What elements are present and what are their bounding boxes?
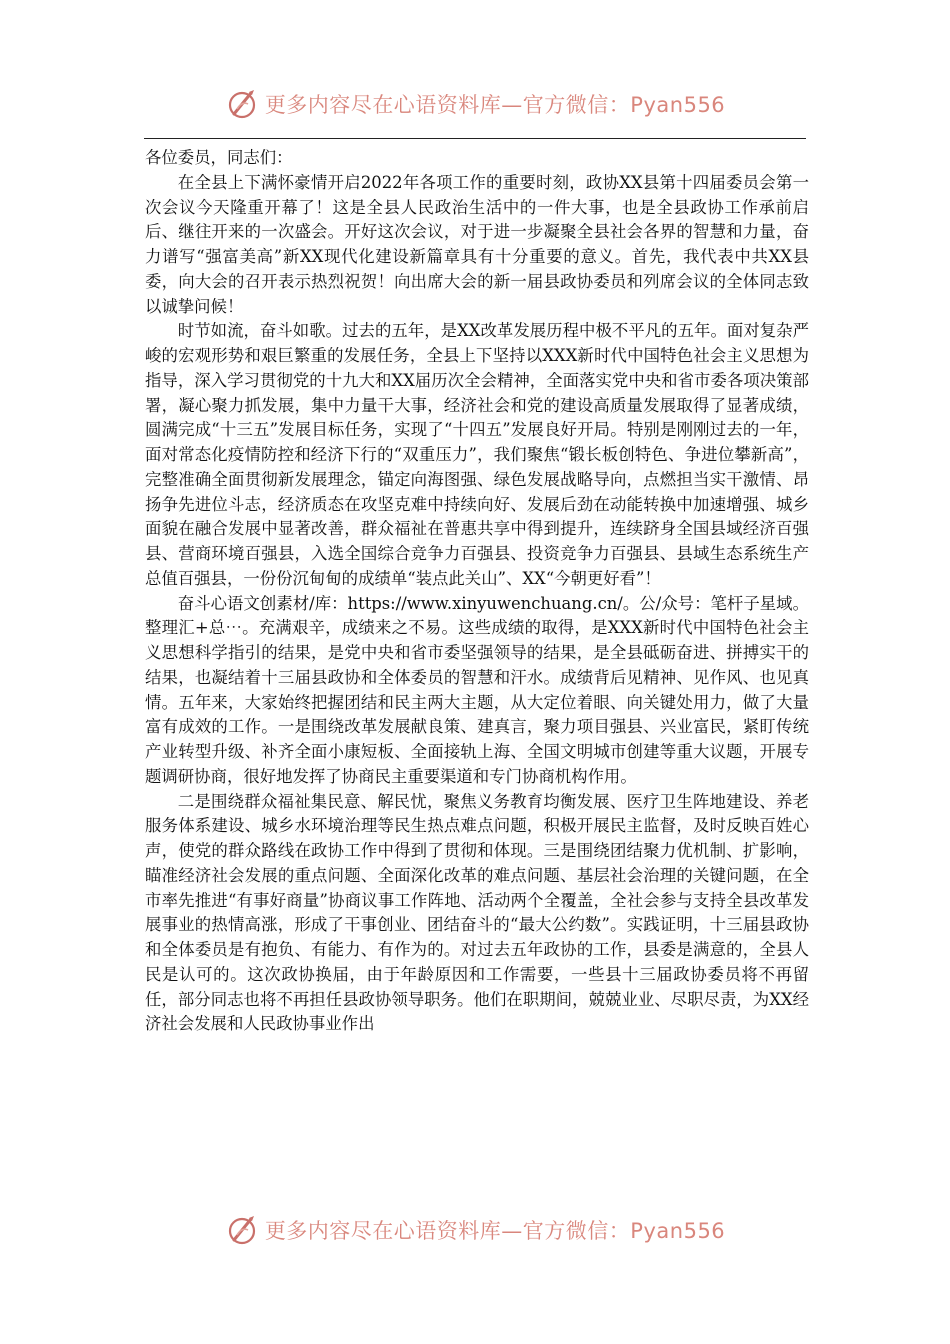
footer-banner — [0, 1210, 950, 1250]
paragraph-3: 奋斗心语文创素材/库：https://www.xinyuwenchuang.cn/。公/众号：笔杆子星域。整理汇+总⋯。充满艰辛，成绩来之不易。这些成绩的取得，是XXX新时代中国特色社会主义思想科学指引的结果，是党中央和省市委坚强领导的结果，是全县砥砺奋进、拼搏实干的结果，也凝结着十三届县政协和全体委员的智慧和汗水。成绩背后见精神、见作风、也见真情。五年来，大家始终把握团结和民主两大主题，从大定位着眼、向关键处用力，做了大量富有成效的工作。一是围绕改革发展献良策、建真言，聚力项目强县、兴业富民，紧盯传统产业转型升级、补齐全面小康短板、全面接轨上海、全国文明城市创建等重大议题，开展专题调研协商，很好地发挥了协商民主重要渠道和专门协商机构作用。 — [145, 593, 809, 786]
greeting: 各位委员，同志们： — [145, 148, 293, 167]
document-body — [145, 146, 809, 1037]
paragraph-4: 二是围绕群众福祉集民意、解民忧，聚焦义务教育均衡发展、医疗卫生阵地建设、养老服务体系建设、城乡水环境治理等民生热点难点问题，积极开展民主监督，及时反映百姓心声，使党的群众路线在政协工作中得到了贯彻和体现。三是围绕团结聚力优机制、扩影响，瞄准经济社会发展的重点问题、全面深化改革的难点问题、基层社会治理的关键问题，在全市率先推进“有事好商量”协商议事工作阵地、活动两个全覆盖，全社会参与支持全县改革发展事业的热情高涨，形成了干事创业、团结奋斗的“最大公约数”。实践证明，十三届县政协和全体委员是有抱负、有能力、有作为的。对过去五年政协的工作，县委是满意的，全县人民是认可的。这次政协换届，由于年龄原因和工作需要，一些县十三届政协委员将不再留任，部分同志也将不再担任县政协领导职务。他们在职期间，兢兢业业、尽职尽责，为XX经济社会发展和人民政协事业作出 — [145, 791, 809, 1034]
header-banner — [0, 84, 950, 124]
footer-banner-text: 更多内容尽在心语资料库—官方微信：Pyan556 — [264, 1219, 726, 1243]
pen-circle-logo-icon — [225, 1213, 259, 1247]
paragraph-1: 在全县上下满怀豪情开启2022年各项工作的重要时刻，政协XX县第十四届委员会第一次会议今天隆重开幕了！这是全县人民政治生活中的一件大事，也是全县政协工作承前启后、继往开来的一次盛会。开好这次会议，对于进一步凝聚全县社会各界的智慧和力量，奋力谱写“强富美高”新XX现代化建设新篇章具有十分重要的意义。首先，我代表中共XX县委，向大会的召开表示热烈祝贺！向出席大会的新一届县政协委员和列席会议的全体同志致以诚挚问候！ — [145, 172, 809, 316]
paragraph-2: 时节如流，奋斗如歌。过去的五年，是XX改革发展历程中极不平凡的五年。面对复杂严峻的宏观形势和艰巨繁重的发展任务，全县上下坚持以XXX新时代中国特色社会主义思想为指导，深入学习贯彻党的十九大和XX届历次全会精神，全面落实党中央和省市委各项决策部署，凝心聚力抓发展，集中力量干大事，经济社会和党的建设高质量发展取得了显著成绩，圆满完成“十三五”发展目标任务，实现了“十四五”发展良好开局。特别是刚刚过去的一年，面对常态化疫情防控和经济下行的“双重压力”，我们聚焦“锻长板创特色、争进位攀新高”，完整准确全面贯彻新发展理念，锚定向海图强、绿色发展战略导向，点燃担当实干激情、昂扬争先进位斗志，经济质态在攻坚克难中持续向好、发展后劲在动能转换中加速增强、城乡面貌在融合发展中显著改善，群众福祉在普惠共享中得到提升，连续跻身全国县域经济百强县、营商环境百强县，入选全国综合竞争力百强县、投资竞争力百强县、县域生态系统生产总值百强县，一份份沉甸甸的成绩单“装点此关山”、XX“今朝更好看”！ — [145, 321, 809, 588]
pen-circle-logo-icon — [225, 87, 259, 121]
header-divider — [144, 138, 806, 139]
header-banner-text: 更多内容尽在心语资料库—官方微信：Pyan556 — [264, 93, 726, 117]
